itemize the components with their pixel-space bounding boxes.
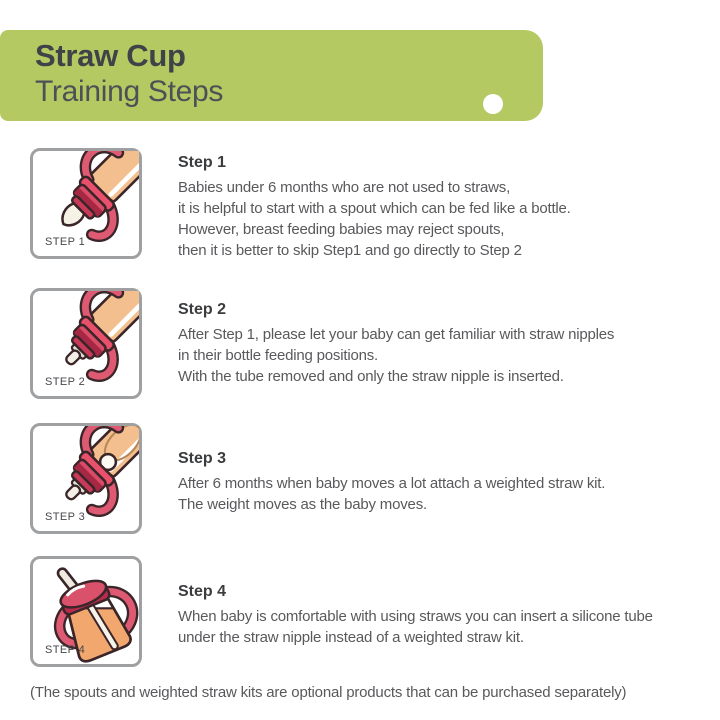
step-1-line: it is helpful to start with a spout which can be fed like a bottle.: [178, 200, 571, 217]
step-3-line: The weight moves as the baby moves.: [178, 496, 427, 513]
step-1-title: Step 1: [178, 154, 227, 171]
step-3-line: After 6 months when baby moves a lot attach a weighted straw kit.: [178, 475, 606, 492]
header-banner: [0, 30, 543, 121]
step-4-line: When baby is comfortable with using straws you can insert a silicone tube: [178, 608, 653, 625]
step-2-line: in their bottle feeding positions.: [178, 347, 378, 364]
step-4-text-block: [178, 582, 653, 648]
step-4-image-box: [30, 556, 142, 667]
step-2-line: After Step 1, please let your baby can get familiar with straw nipples: [178, 326, 615, 343]
step-2-line: With the tube removed and only the straw nipple is inserted.: [178, 368, 564, 385]
step-3-text-block: [178, 449, 605, 515]
page-title: Straw Cup: [35, 38, 186, 73]
hanger-hole-dot: [483, 94, 503, 114]
step-1-line: Babies under 6 months who are not used to straws,: [178, 179, 511, 196]
step-1-line: However, breast feeding babies may reject spouts,: [178, 221, 505, 238]
step-3-image-label: STEP 3: [45, 511, 86, 523]
step-1-text-block: [178, 153, 571, 261]
step-1-image-box: [30, 148, 142, 259]
step-3-image-box: [30, 423, 142, 534]
step-4-line: under the straw nipple instead of a weighted straw kit.: [178, 629, 524, 646]
step-4-image-label: STEP 4: [45, 644, 86, 656]
footer-note: (The spouts and weighted straw kits are optional products that can be purchased separately): [30, 684, 627, 701]
step-1-image-label: STEP 1: [45, 236, 86, 248]
step-2-title: Step 2: [178, 301, 227, 318]
step-2-image-box: [30, 288, 142, 399]
step-2-image-label: STEP 2: [45, 376, 86, 388]
step-4-title: Step 4: [178, 583, 227, 600]
page-subtitle: Training Steps: [35, 75, 224, 108]
step-1-line: then it is better to skip Step1 and go directly to Step 2: [178, 242, 522, 259]
step-2-text-block: [178, 300, 614, 387]
step-3-title: Step 3: [178, 450, 227, 467]
